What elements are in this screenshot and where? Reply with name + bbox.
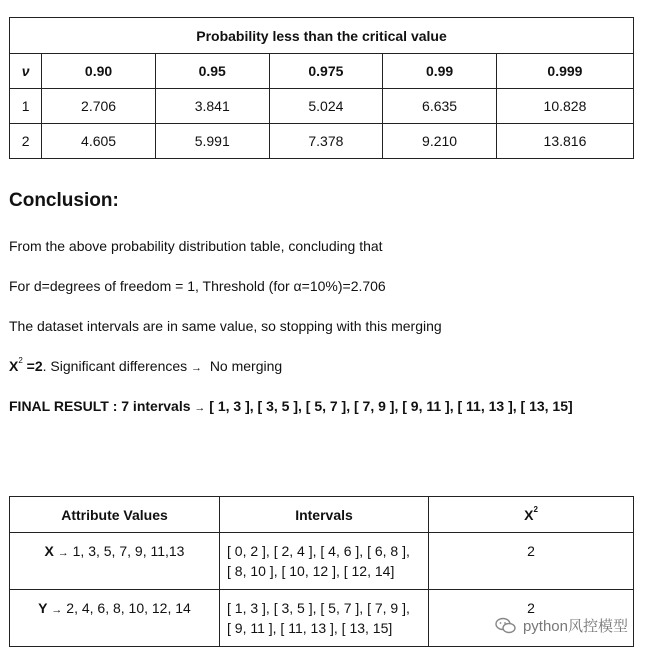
- variable-name: X: [44, 543, 54, 559]
- arrow-icon: →: [51, 604, 63, 616]
- table-row: [10, 89, 634, 124]
- arrow-icon: →: [191, 362, 203, 374]
- final-result: [9, 398, 573, 414]
- wechat-icon: [495, 617, 517, 635]
- intervals-line: [ 9, 11 ], [ 11, 13 ], [ 13, 15]: [227, 620, 393, 636]
- header-chi-square: [429, 497, 634, 533]
- conclusion-paragraph-3: The dataset intervals are in same value, so stopping with this merging: [9, 318, 442, 334]
- attribute-values-cell: [10, 590, 220, 647]
- chi-statement-result: No merging: [202, 358, 283, 374]
- table-cell: 9.210: [383, 124, 497, 159]
- header-chi-superscript: 2: [533, 504, 538, 514]
- table-caption: Probability less than the critical value: [10, 18, 634, 54]
- final-result-intervals: [ 1, 3 ], [ 3, 5 ], [ 5, 7 ], [ 7, 9 ], [ 9, 11 ], [ 11, 13 ], [ 13, 15]: [205, 398, 573, 414]
- conclusion-paragraph-1: From the above probability distribution table, concluding that: [9, 238, 383, 254]
- table-cell: 5.024: [269, 89, 383, 124]
- header-chi-symbol: X: [524, 506, 534, 523]
- header-p0999: 0.999: [496, 54, 633, 89]
- chi-square-statement: [9, 358, 282, 374]
- watermark: [495, 615, 628, 636]
- chi-value: =2: [22, 358, 43, 374]
- table-cell: 5.991: [155, 124, 269, 159]
- chi-statement-text: . Significant differences: [42, 358, 192, 374]
- table-cell: 7.378: [269, 124, 383, 159]
- arrow-icon: →: [194, 402, 206, 414]
- table-cell: 10.828: [496, 89, 633, 124]
- table-header-row: [10, 54, 634, 89]
- table-row: [10, 533, 634, 590]
- watermark-text: python风控模型: [522, 618, 628, 635]
- intervals-line: [ 1, 3 ], [ 3, 5 ], [ 5, 7 ], [ 7, 9 ],: [227, 600, 410, 616]
- header-p0975: 0.975: [269, 54, 383, 89]
- header-p095: 0.95: [155, 54, 269, 89]
- attribute-values: 2, 4, 6, 8, 10, 12, 14: [62, 600, 191, 616]
- chi-square-cell: 2: [429, 533, 634, 590]
- chi-superscript: 2: [18, 356, 23, 365]
- final-result-label: FINAL RESULT : 7 intervals: [9, 398, 195, 414]
- table-cell: 6.635: [383, 89, 497, 124]
- table-cell: 13.816: [496, 124, 633, 159]
- variable-name: Y: [38, 600, 48, 616]
- conclusion-paragraph-2: For d=degrees of freedom = 1, Threshold (for α=10%)=2.706: [9, 278, 386, 294]
- header-p090: 0.90: [42, 54, 156, 89]
- intervals-line: [ 0, 2 ], [ 2, 4 ], [ 4, 6 ], [ 6, 8 ],: [227, 543, 410, 559]
- conclusion-heading: Conclusion:: [9, 190, 119, 211]
- table-cell: 1: [10, 89, 42, 124]
- intervals-cell: [220, 590, 429, 647]
- table-cell: 3.841: [155, 89, 269, 124]
- chi-square-cell: 2: [429, 590, 634, 647]
- attribute-values: 1, 3, 5, 7, 9, 11,13: [68, 543, 185, 559]
- header-attribute-values: Attribute Values: [10, 497, 220, 533]
- table-cell: 2.706: [42, 89, 156, 124]
- intervals-line: [ 8, 10 ], [ 10, 12 ], [ 12, 14]: [227, 563, 395, 579]
- critical-value-table: [9, 17, 634, 159]
- table-cell: 4.605: [42, 124, 156, 159]
- chi-symbol: X: [9, 358, 19, 374]
- table-header-row: [10, 497, 634, 533]
- header-nu: ν: [10, 54, 42, 89]
- table-cell: 2: [10, 124, 42, 159]
- header-intervals: Intervals: [220, 497, 429, 533]
- header-p099: 0.99: [383, 54, 497, 89]
- attribute-values-cell: [10, 533, 220, 590]
- table-row: [10, 124, 634, 159]
- arrow-icon: →: [57, 547, 69, 559]
- intervals-cell: [220, 533, 429, 590]
